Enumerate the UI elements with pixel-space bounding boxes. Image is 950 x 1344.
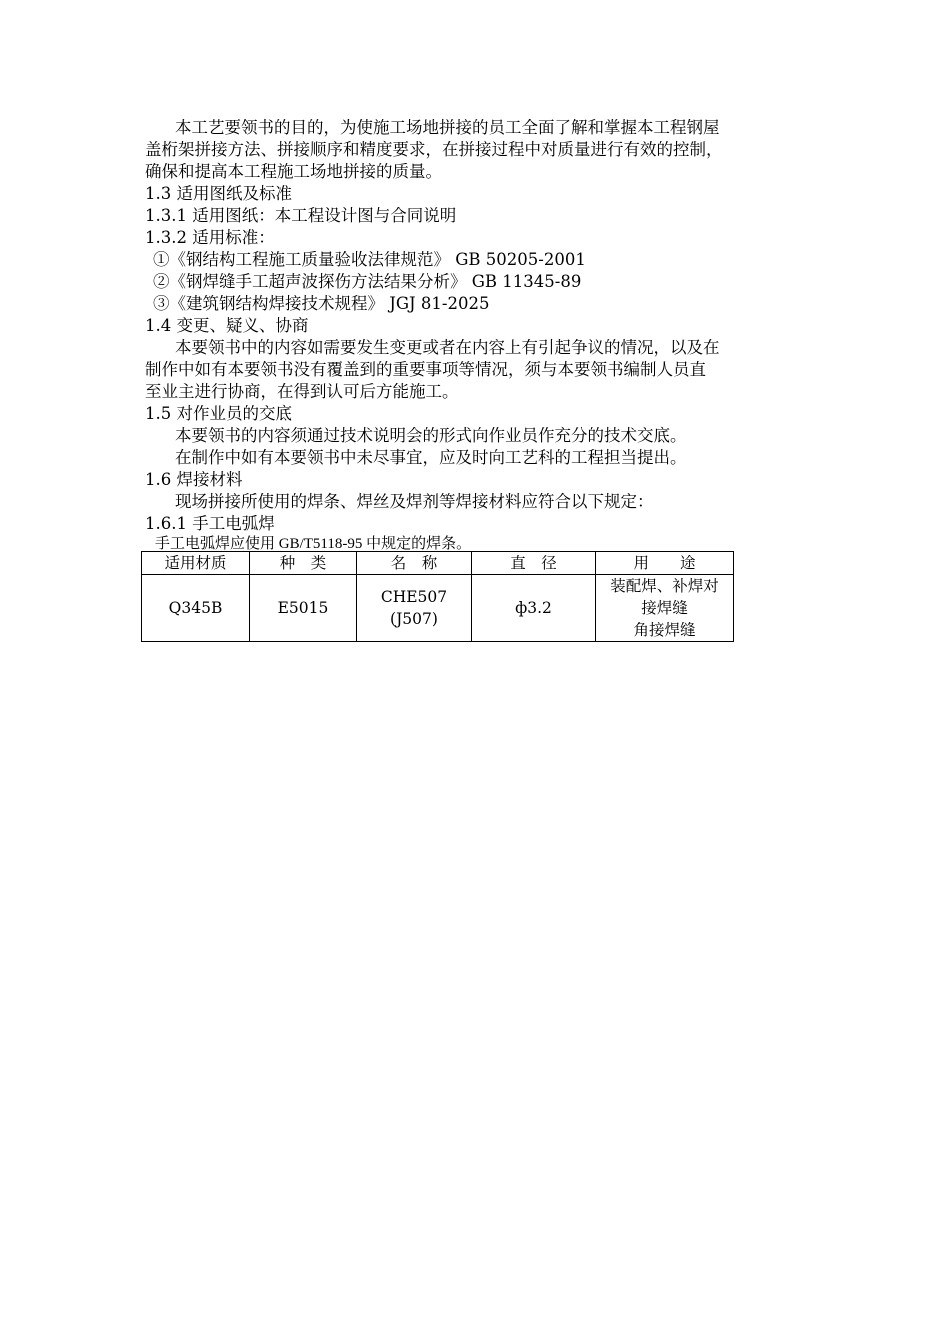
header-material: 适用材质 (142, 552, 250, 575)
header-name: 名 称 (357, 552, 472, 575)
cell-name (357, 575, 472, 642)
section-1-5-line-1: 本要领书的内容须通过技术说明会的形式向作业员作充分的技术交底。 (175, 426, 687, 445)
section-1-4-line-1: 本要领书中的内容如需要发生变更或者在内容上有引起争议的情况，以及在 (175, 338, 720, 357)
standard-item-2: ②《钢焊缝手工超声波探伤方法结果分析》 GB 11345-89 (153, 272, 582, 291)
intro-line-3: 确保和提高本工程施工场地拼接的质量。 (145, 162, 442, 181)
intro-line-1: 本工艺要领书的目的，为使施工场地拼接的员工全面了解和掌握本工程钢屋 (175, 118, 720, 137)
section-1-3-1: 1.3.1 适用图纸：本工程设计图与合同说明 (145, 206, 457, 225)
cell-usage (596, 575, 734, 642)
standard-item-3: ③《建筑钢结构焊接技术规程》 JGJ 81-2025 (153, 294, 490, 313)
section-1-6-note: 手工电弧焊应使用 GB/T5118-95 中规定的焊条。 (155, 536, 472, 552)
section-1-6-1: 1.6.1 手工电弧焊 (145, 514, 275, 533)
section-1-4-heading: 1.4 变更、疑义、协商 (145, 316, 309, 335)
cell-material: Q345B (142, 575, 250, 642)
standard-item-1: ①《钢结构工程施工质量验收法律规范》 GB 50205-2001 (153, 250, 586, 269)
cell-diameter: ф3.2 (472, 575, 596, 642)
section-1-5-heading: 1.5 对作业员的交底 (145, 404, 292, 423)
welding-material-table (141, 551, 734, 642)
cell-usage-line-3: 角接焊缝 (633, 621, 696, 639)
header-type: 种 类 (250, 552, 357, 575)
table-row (142, 575, 734, 642)
section-1-3-heading: 1.3 适用图纸及标准 (145, 184, 292, 203)
cell-name-line-2: (J507) (390, 610, 438, 628)
table-header-row (142, 552, 734, 575)
section-1-4-line-3: 至业主进行协商，在得到认可后方能施工。 (145, 382, 459, 401)
cell-usage-line-1: 装配焊、补焊对 (610, 577, 719, 595)
section-1-4-line-2: 制作中如有本要领书没有覆盖到的重要事项等情况，须与本要领书编制人员直 (145, 360, 706, 379)
section-1-5-line-2: 在制作中如有本要领书中未尽事宜，应及时向工艺科的工程担当提出。 (175, 448, 687, 467)
section-1-3-2: 1.3.2 适用标准： (145, 228, 275, 247)
cell-usage-line-2: 接焊缝 (641, 599, 688, 617)
header-usage: 用 途 (596, 552, 734, 575)
intro-line-2: 盖桁架拼接方法、拼接顺序和精度要求，在拼接过程中对质量进行有效的控制， (145, 140, 723, 159)
section-1-6-heading: 1.6 焊接材料 (145, 470, 243, 489)
cell-name-line-1: CHE507 (380, 588, 448, 606)
header-diameter: 直 径 (472, 552, 596, 575)
cell-type: E5015 (250, 575, 357, 642)
section-1-6-line-1: 现场拼接所使用的焊条、焊丝及焊剂等焊接材料应符合以下规定： (175, 492, 654, 511)
